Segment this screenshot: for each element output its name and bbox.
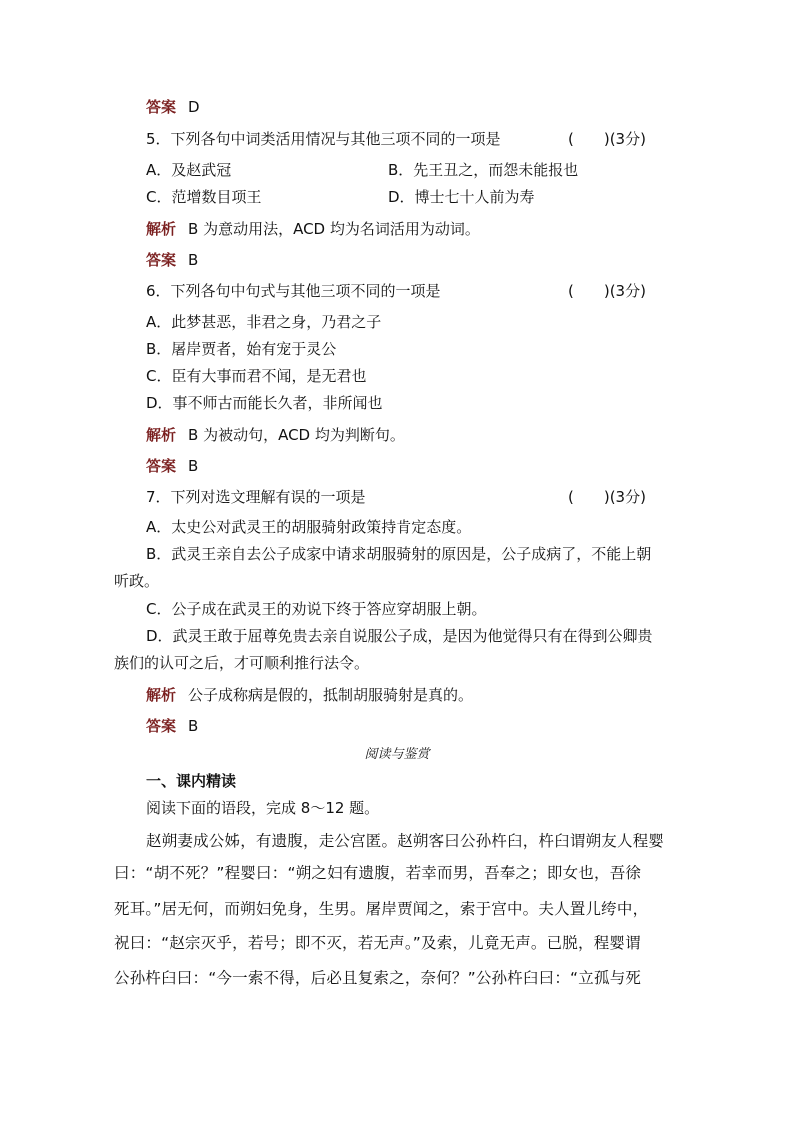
passage-line: 曰：“胡不死？”程婴曰：“朔之妇有遗腹，若幸而男，吾奉之；即女也，吾徐	[114, 864, 642, 882]
analysis-text: B 为被动句，ACD 均为判断句。	[188, 426, 405, 444]
question-7-analysis	[146, 685, 473, 705]
answer-value: D	[188, 98, 200, 116]
instruction: 阅读下面的语段，完成 8～12 题。	[146, 799, 380, 817]
passage-line: 死耳。”居无何，而朔妇免身，生男。屠岸贾闻之，索于宫中。夫人置儿绔中，	[114, 900, 649, 918]
question-7-stem: 7．下列对选文理解有误的一项是	[146, 488, 366, 506]
analysis-label: 解析	[146, 686, 177, 704]
question-6-stem: 6．下列各句中句式与其他三项不同的一项是	[146, 282, 441, 300]
question-7-option-b-cont: 听政。	[114, 572, 160, 590]
passage-line: 祝曰：“赵宗灭乎，若号；即不灭，若无声。”及索，儿竟无声。已脱，程婴谓	[114, 934, 641, 952]
question-7-score: ( )(3分)	[568, 488, 646, 506]
section-title: 阅读与鉴赏	[364, 747, 430, 762]
question-6-option-a: A．此梦甚恶，非君之身，乃君之子	[146, 313, 382, 331]
question-5-option-c: C．范增数目项王	[146, 188, 262, 206]
question-5-option-d: D．博士七十人前为寿	[388, 188, 535, 206]
question-7-option-d: D．武灵王敢于屈尊免贵去亲自说服公子成，是因为他觉得只有在得到公卿贵	[146, 627, 653, 645]
question-6-option-d: D．事不师古而能长久者，非所闻也	[146, 394, 383, 412]
question-5-option-b: B．先王丑之，而怨未能报也	[388, 161, 579, 179]
answer-line	[146, 97, 200, 117]
analysis-label: 解析	[146, 220, 177, 238]
question-6-analysis	[146, 425, 405, 445]
answer-label: 答案	[146, 457, 177, 475]
answer-value: B	[188, 251, 199, 269]
question-6-option-b: B．屠岸贾者，始有宠于灵公	[146, 340, 337, 358]
answer-value: B	[188, 717, 199, 735]
passage-line: 赵朔妻成公姊，有遗腹，走公宫匿。赵朔客曰公孙杵臼，杵臼谓朔友人程婴	[146, 832, 665, 850]
question-6-score: ( )(3分)	[568, 282, 646, 300]
answer-value: B	[188, 457, 199, 475]
question-7-option-d-cont: 族们的认可之后，才可顺利推行法令。	[114, 654, 370, 672]
question-7-option-a: A．太史公对武灵王的胡服骑射政策持肯定态度。	[146, 518, 472, 536]
question-5-analysis	[146, 219, 480, 239]
passage-line: 公孙杵臼曰：“今一索不得，后必且复索之，奈何？”公孙杵臼曰：“立孤与死	[114, 969, 642, 987]
answer-label: 答案	[146, 251, 177, 269]
question-7-option-b: B．武灵王亲自去公子成家中请求胡服骑射的原因是，公子成病了，不能上朝	[146, 545, 652, 563]
question-7-option-c: C．公子成在武灵王的劝说下终于答应穿胡服上朝。	[146, 600, 487, 618]
subsection-title: 一、课内精读	[146, 772, 237, 790]
question-7-answer	[146, 716, 198, 736]
analysis-text: 公子成称病是假的，抵制胡服骑射是真的。	[188, 686, 474, 704]
question-5-stem: 5．下列各句中词类活用情况与其他三项不同的一项是	[146, 130, 501, 148]
question-5-score: ( )(3分)	[568, 130, 646, 148]
answer-label: 答案	[146, 98, 177, 116]
question-6-option-c: C．臣有大事而君不闻，是无君也	[146, 367, 367, 385]
question-5-option-a: A．及赵武冠	[146, 161, 232, 179]
answer-label: 答案	[146, 717, 177, 735]
analysis-label: 解析	[146, 426, 177, 444]
question-5-answer	[146, 250, 198, 270]
analysis-text: B 为意动用法，ACD 均为名词活用为动词。	[188, 220, 480, 238]
question-6-answer	[146, 456, 198, 476]
